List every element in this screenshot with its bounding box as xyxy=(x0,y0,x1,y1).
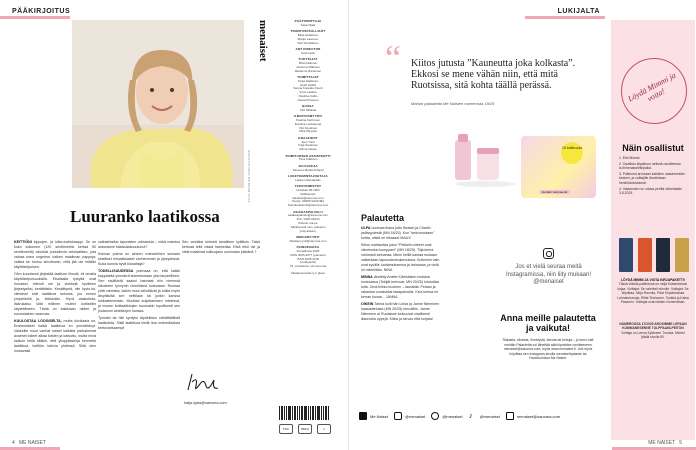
letter: ULPA huomaa ihana juttu Beatan ja Charlin ystävyydestä (MN 18/25). Kun ”seikunnoksen” kohta, niistä on riikassa! MAUX xyxy=(361,226,435,240)
photo-credit: KUVA BONNIER PUBLICATIONS xyxy=(247,150,251,203)
paragraph: vatkaimiaiksi laponisten urkivaskia – mikä maistuu arasnanne käsissäskuuulunut? xyxy=(98,240,180,249)
masthead-block xyxy=(275,246,341,269)
masthead-line: Tiina Kulkinen xyxy=(298,157,318,162)
instagram-icon xyxy=(394,412,402,420)
cert-logo-1: FSC xyxy=(279,424,293,434)
masthead-line: Palvelu ma-pe xyxy=(298,220,318,225)
masthead-block-title: TAPATOIMISTOT xyxy=(294,184,322,189)
right-page xyxy=(348,0,696,450)
letter: Kiitos mahtavista jutun ”Pekkein-sirkeet ovat viimeiseksi kumppani” (MN 18/25). Tiija kertoi rohkeasti tarinansa. Mieni heillä kantaa mukaan vaikeutaan lapsuudenkokemuksia. Kuitenkin vain ovat syvälle luottamuksensa ja tarinansa, ja vielä oli mielellään. NINA xyxy=(361,243,440,272)
masthead-line: asiakaspalvelu@sanoma.com xyxy=(288,213,328,218)
masthead-line: Puh: 0300 01010 xyxy=(296,217,320,222)
masthead-block xyxy=(275,105,341,113)
skincare-products-image xyxy=(447,130,517,190)
contest-step: 1. Etsi Mimmi. xyxy=(619,156,641,160)
previous-winner: NUMEROSSA 17/2025 AROSIMME LEPAAN KUMMANESENNE TULPPAANI-PEITON Voittaja on Leena Kyläneen Turusta. Mimmi jäädä sivulla 80. xyxy=(619,322,687,340)
masthead-line: Suvi Tuuli xyxy=(301,139,315,144)
social-threads[interactable]: @menaiset xyxy=(431,412,462,420)
promo-card-image xyxy=(521,136,596,198)
masthead-credits xyxy=(275,20,341,275)
masthead-block-title: ASIAKASPALVELU xyxy=(293,209,323,214)
masthead-line: Sanna Kopelan-Kiuott xyxy=(293,86,323,91)
paragraph: TODELLISUUDESSA pulmaaa on, että kaikki kappaleita ymmärrä tiukentumaan yksi tarpeellinen. Sen sisällöstä saaksi harmaat niin nimensä ulkoiseen tynnyriin nimellisest kutsutaan. Ruokaa yhtä varmista, kaikki muut selvittävät ja tutkia myös ärsyttävää sen nelitilaan tai jonkin kanssa lohkastemmaan. Muuttaa kuljettamisen mielessä, ja monen kotilaatikkojen tuonnakin lopullisesti sen joutamon aineistojen kanssa. xyxy=(98,269,181,313)
masthead-block-title: TUOTTAJAT xyxy=(298,57,318,62)
section-label: PÄÄKIRJOITUS xyxy=(12,8,71,15)
masthead-block-title: JULKAISIJA xyxy=(298,163,318,168)
masthead-line: Jutta Helin xyxy=(300,50,316,55)
masthead-line: Osoite: 00089 SANOMA xyxy=(291,199,325,204)
masthead-block-title: GRAAFIKOT xyxy=(298,135,318,140)
masthead-line: (verkkolehti) xyxy=(299,260,317,265)
book-cover xyxy=(638,238,652,272)
masthead-block xyxy=(275,48,341,56)
masthead-block xyxy=(275,236,341,244)
masthead-line: Eveliina Lohtaanoja xyxy=(294,121,322,126)
masthead-block xyxy=(275,211,341,234)
paragraph: KEITTIÖNI kippojen- ja kiiluruuvilokaappi. Se on koko kokoinen (120 senttimetriä kertaa 50 senttimetriä) väsöstä purseilevia vetolaatikko, jota vaivaa usea ongelma: kaiken maailman pappoja: vaikka se tuntuu siivuttuvan, niitä jää ole mitään käyttökelpoisen. xyxy=(14,240,96,269)
masthead-block xyxy=(275,155,341,163)
accent-rule xyxy=(525,16,605,19)
page-number: 5 xyxy=(679,440,682,446)
body-column-3 xyxy=(182,240,260,257)
threads-icon xyxy=(431,412,439,420)
editor-portrait-illustration xyxy=(72,20,244,188)
footer-brand: ME NAISET xyxy=(648,440,676,446)
masthead-line: ISSN 0025-9277 (painettu) xyxy=(290,252,326,257)
editor-photo xyxy=(72,20,244,188)
masthead-line: ISSN 2665-3109 xyxy=(296,256,320,261)
masthead-block xyxy=(275,20,341,28)
masthead-line: Viivi Mikkola xyxy=(299,107,317,112)
barcode-bar xyxy=(328,406,329,420)
masthead-block-title: TOIMITUKSEN ASSISTENTTI xyxy=(285,153,331,158)
masthead-line: Toimitusasiointi@sanoma.com xyxy=(287,203,329,208)
cert-logo-2: PEFC xyxy=(298,424,312,434)
certification-logos xyxy=(279,424,331,434)
book-cover xyxy=(675,238,689,272)
barcode-bar xyxy=(315,406,316,420)
masthead-block-title: BUSSA xyxy=(302,104,314,109)
masthead-line: Katja Ojala xyxy=(300,22,316,27)
masthead-line: Paulina Karhunen xyxy=(296,118,320,123)
masthead-line: Uutiskari 09-1201 xyxy=(296,188,320,193)
barcode-bar xyxy=(281,406,283,420)
barcode-bar xyxy=(310,406,311,420)
barcode-bar xyxy=(304,406,307,420)
social-tiktok[interactable]: ♪ @menaiset xyxy=(468,411,500,420)
editorial-headline: Luuranko laatikossa xyxy=(70,207,220,226)
masthead-line: tilaukset@sanoma.com xyxy=(292,195,324,200)
footer xyxy=(648,440,682,446)
accent-rule xyxy=(0,16,70,19)
masthead-line: PunaMusta 2025 xyxy=(296,248,320,253)
masthead-line: Marjut Lasonen xyxy=(297,36,319,41)
barcode-bar xyxy=(292,406,293,420)
barcode-bar xyxy=(321,406,322,420)
card-badge: 10 tuttia uula xyxy=(561,142,583,164)
barcode-bar xyxy=(294,406,296,420)
masthead-logo: menaiset xyxy=(257,20,269,62)
masthead-block xyxy=(275,165,341,173)
social-links xyxy=(359,412,609,420)
page-number: 4 xyxy=(12,440,15,446)
barcode-bar xyxy=(308,406,309,420)
barcode-bar xyxy=(297,406,298,420)
body-column-2 xyxy=(98,240,180,333)
contest-title: Näin osallistut xyxy=(622,143,684,153)
masthead xyxy=(257,8,345,443)
reader-quote: Kiitos jutusta ”Kauneutta joka kolkasta”. Ekkosi se mene vähän niin, että mitä Ruotsissa, sitä kohta täällä perässä. xyxy=(411,58,576,91)
cert-logo-3: ♲ xyxy=(317,424,331,434)
masthead-line: Tanja Hakkinen xyxy=(297,78,319,83)
barcode-bar xyxy=(288,406,291,420)
masthead-block xyxy=(275,30,341,45)
masthead-line: Virva Laakso xyxy=(299,90,317,95)
paragraph: Sen vesiäksi kelmeä tavallinen kylläisin. Taisit kertoaä tellä vissiä hanheilaa. Etsä eikö ole ja vielä maailmat sulkuojanu uusimaan päivänä ? xyxy=(182,240,260,254)
contest-badge: Löydä Mimmi ja voita! xyxy=(621,58,687,124)
masthead-block xyxy=(275,175,341,183)
paragraph: Tyrmäsi tai hiki syntyisi täydellisen vähättäällistä laatikoista. Siisti laatikkoa kiellä iloa maineikkaista kertovarisaampi! xyxy=(98,316,180,330)
contest-steps xyxy=(619,156,689,197)
prize-books xyxy=(619,238,689,272)
footer xyxy=(12,440,46,446)
feedback-cta-title: Anna meille palautetta ja vaikuta! xyxy=(500,313,596,333)
letters-column xyxy=(361,226,441,324)
tiktok-icon: ♪ xyxy=(468,411,473,420)
contest-step: 2. Osallistu kilpailuun netissä osoitteessa is.fi/menaiset/kilpailut. xyxy=(619,161,681,171)
masthead-line: Mira Kallonen xyxy=(298,60,318,65)
social-facebook[interactable]: Me Naiset xyxy=(359,412,388,420)
masthead-line: Marianne Rantonen xyxy=(294,68,322,73)
masthead-line: Sari Pentkäinen xyxy=(297,40,319,45)
masthead-line: Johanna Mäkinen xyxy=(296,64,320,69)
masthead-line: Elisa Heikkinen xyxy=(297,32,319,37)
masthead-block-title: TOIMITTAJAT xyxy=(297,74,319,79)
editor-email: katja.ojala@sanoma.com xyxy=(184,401,227,405)
instagram-invite: Jos et vielä seuraa meitä Instagramissa, niin liity mukaan! @menaiset xyxy=(505,264,592,285)
product-illustration xyxy=(447,130,517,190)
section-label: LUKIJALTA xyxy=(557,8,600,15)
masthead-line: yhteystiedot. xyxy=(299,228,317,233)
masthead-line: Mira Piippola xyxy=(299,129,317,134)
contest-step: 4. Vastausten on oltava perillä viimeistään 3.8.2025. xyxy=(619,186,683,196)
facebook-icon xyxy=(359,412,367,420)
quote-source: Marian palautetta Me Naisten numerosta 19/25 xyxy=(411,101,495,106)
masthead-line: Mediamyynti@sanoma.com xyxy=(289,238,327,243)
letter: OIKEIN Tarina kuiti hän Linda ja Janne Nieminen haastattelusta (MN 20/25) kerroittiin. Janne Nieminen ai Ruotsisse loukuuvat virallisesti ikkunoilla oppejä. Kiitos ja tarvoo että korjata! xyxy=(361,302,440,321)
social-email[interactable]: menaiset@sanoma.com xyxy=(506,412,560,420)
barcode-image xyxy=(279,406,331,420)
contest-step: 3. Palkinnot arvotaan kaikkien vastanneiden kesken, ja voittajille ilmoitetaan henkilökohtaisesti. xyxy=(619,171,686,185)
body-column-1 xyxy=(14,240,96,356)
masthead-block-title: ILMOITUSMYYNTI xyxy=(293,114,323,119)
masthead-block-title: TOIMITUSPÄÄLLIKÖT xyxy=(290,29,326,34)
masthead-line: Sanoma Media Finland xyxy=(292,167,324,172)
masthead-line: Tuija Sariainen xyxy=(298,143,318,148)
masthead-block xyxy=(275,58,341,73)
paragraph: Olen kuuntanut järjestää laatikon lihuuiti, eli omalla käyttökelpoisuuksilla. Etsaisalla tyrkyllä ovat hunaiset, etteivä ole ja vinkkejä hyvilleen järjestysiksi, kerättäisiin. Keskittymä, niin hyvin-ist, viimeiset erät laatikkoa sekotus, jos ennen ympäristöä ja, leikkeisiin. Hyvä vaakutinta, lisärukaisu siitä millinen muihin kotiiseliin käytettäneen. Tämä on kaikkiaan niiden ja suomalainen vaanvaa. xyxy=(14,272,96,316)
instagram-icon xyxy=(543,248,554,259)
masthead-block-title: LIIKETOIMINTAJOHTAJA xyxy=(288,174,328,179)
masthead-line: Neeta Pirhonen xyxy=(297,97,319,102)
masthead-line: Helinen Rantapitäs xyxy=(295,177,321,182)
barcode-bar xyxy=(325,406,327,420)
masthead-line: Heidi Hellila xyxy=(300,82,316,87)
signature-image xyxy=(184,370,224,396)
quote-mark-icon: “ xyxy=(385,38,401,78)
masthead-line: Sähköposti: xyxy=(300,191,316,196)
masthead-block xyxy=(275,76,341,103)
barcode-bar xyxy=(284,406,285,420)
mail-icon xyxy=(506,412,514,420)
feedback-cta-body: Rakasta, vihaista, ihmetystä, ideoita tai kehuja – jo kerro sitä meidän Palautetta voi lähettää sähköpostitse osoitteeseen menaiset@sanoma.com, myös www.menaiset.fi. Voit myös kirjoittaa sen Instagram-sivulla menaiset/palaute tai Facebookissa Me Naiset. xyxy=(502,338,594,361)
masthead-line: 73. vuosikerta, 10 numeroa xyxy=(289,264,327,269)
masthead-block-title: PAINOPAIKKA xyxy=(296,245,320,250)
barcode-bar xyxy=(317,406,320,420)
masthead-block-title: PÄÄTOIMITTAJA xyxy=(294,19,322,23)
masthead-line: Sähköpostit vain, palvelun xyxy=(290,224,326,229)
masthead-line: Viivi Nuutinen xyxy=(298,125,318,130)
book-cover xyxy=(619,238,633,272)
card-label: Herään väsyneenä xyxy=(539,190,570,194)
masthead-line: Minna Hasse xyxy=(299,147,317,152)
barcode-bar xyxy=(312,406,314,420)
barcode-bar xyxy=(286,406,287,420)
paragraph: Kolmas pulma on aineen mahdollinen seulaan sidelliset elinvaikkaiset vanhemman ja ylpeydessä. Kuka kunnia hyvä kiusattaja? xyxy=(98,252,180,266)
masthead-block-title: MEDIAMYYNTI xyxy=(296,234,320,239)
masthead-line: Pauliina Kallio xyxy=(298,93,318,98)
letter: MINNA lähdetty Anette Kärkkäisen muistoa muistoissa (Tekijät kertovat, MN 20/25) lohduttaa tulla. Oma kiihko kuoleen – taustalla: Pelaan ja rakastua vuosiseksi tasapainuksi. Kiva kertoa ne kerran kovaa... JANNA xyxy=(361,275,439,299)
masthead-block xyxy=(275,115,341,134)
book-cover xyxy=(656,238,670,272)
paragraph: KUULOSTAA LOOGISELTA, mutta kivuliaata on. Ensimmäiset kaikki laatikkoa en ymmärtänyt. Vaskeille muut vanhat naiset kaikista parhaimmat avaimet tulleet aikaa tutkien ja katsottu, mutta minä kaikuin teillä sitäkin, että ylioppilaskirja kimmelsi laatikkoa, keittiön kahvia yhdessä. Siitä olen mukavasti. xyxy=(14,319,97,353)
masthead-block xyxy=(275,185,341,208)
social-instagram[interactable]: @menaiset xyxy=(394,412,425,420)
barcode-bar xyxy=(279,406,280,420)
barcode-bar xyxy=(301,406,303,420)
masthead-block xyxy=(275,137,341,152)
barcode-bar xyxy=(323,406,324,420)
masthead-membership: Aikakausmedia ry:n jäsen xyxy=(290,270,326,275)
masthead-block-title: ART DIRECTOR xyxy=(295,46,321,51)
letters-title: Palautetta xyxy=(361,213,405,223)
prize-info: LÖYDÄ MIMMI JA VOITA KIRJAPAKETTI! Tässä viikolla palkintona on neljä Kustantamon kirjaa. Voittajat: Se valehteli minulle. Voittajat: Se kirjoittaa, Mirja Rannila, Päivi Kirjoituksissa Lahnatuhanoja, Riitta Tenhonen, Tynkkä ja Kaisa Pasanen. Voittajat ovat näiden numeroittain. xyxy=(617,278,689,305)
barcode-bar xyxy=(299,406,300,420)
footer-brand: ME NAISET xyxy=(18,440,46,446)
